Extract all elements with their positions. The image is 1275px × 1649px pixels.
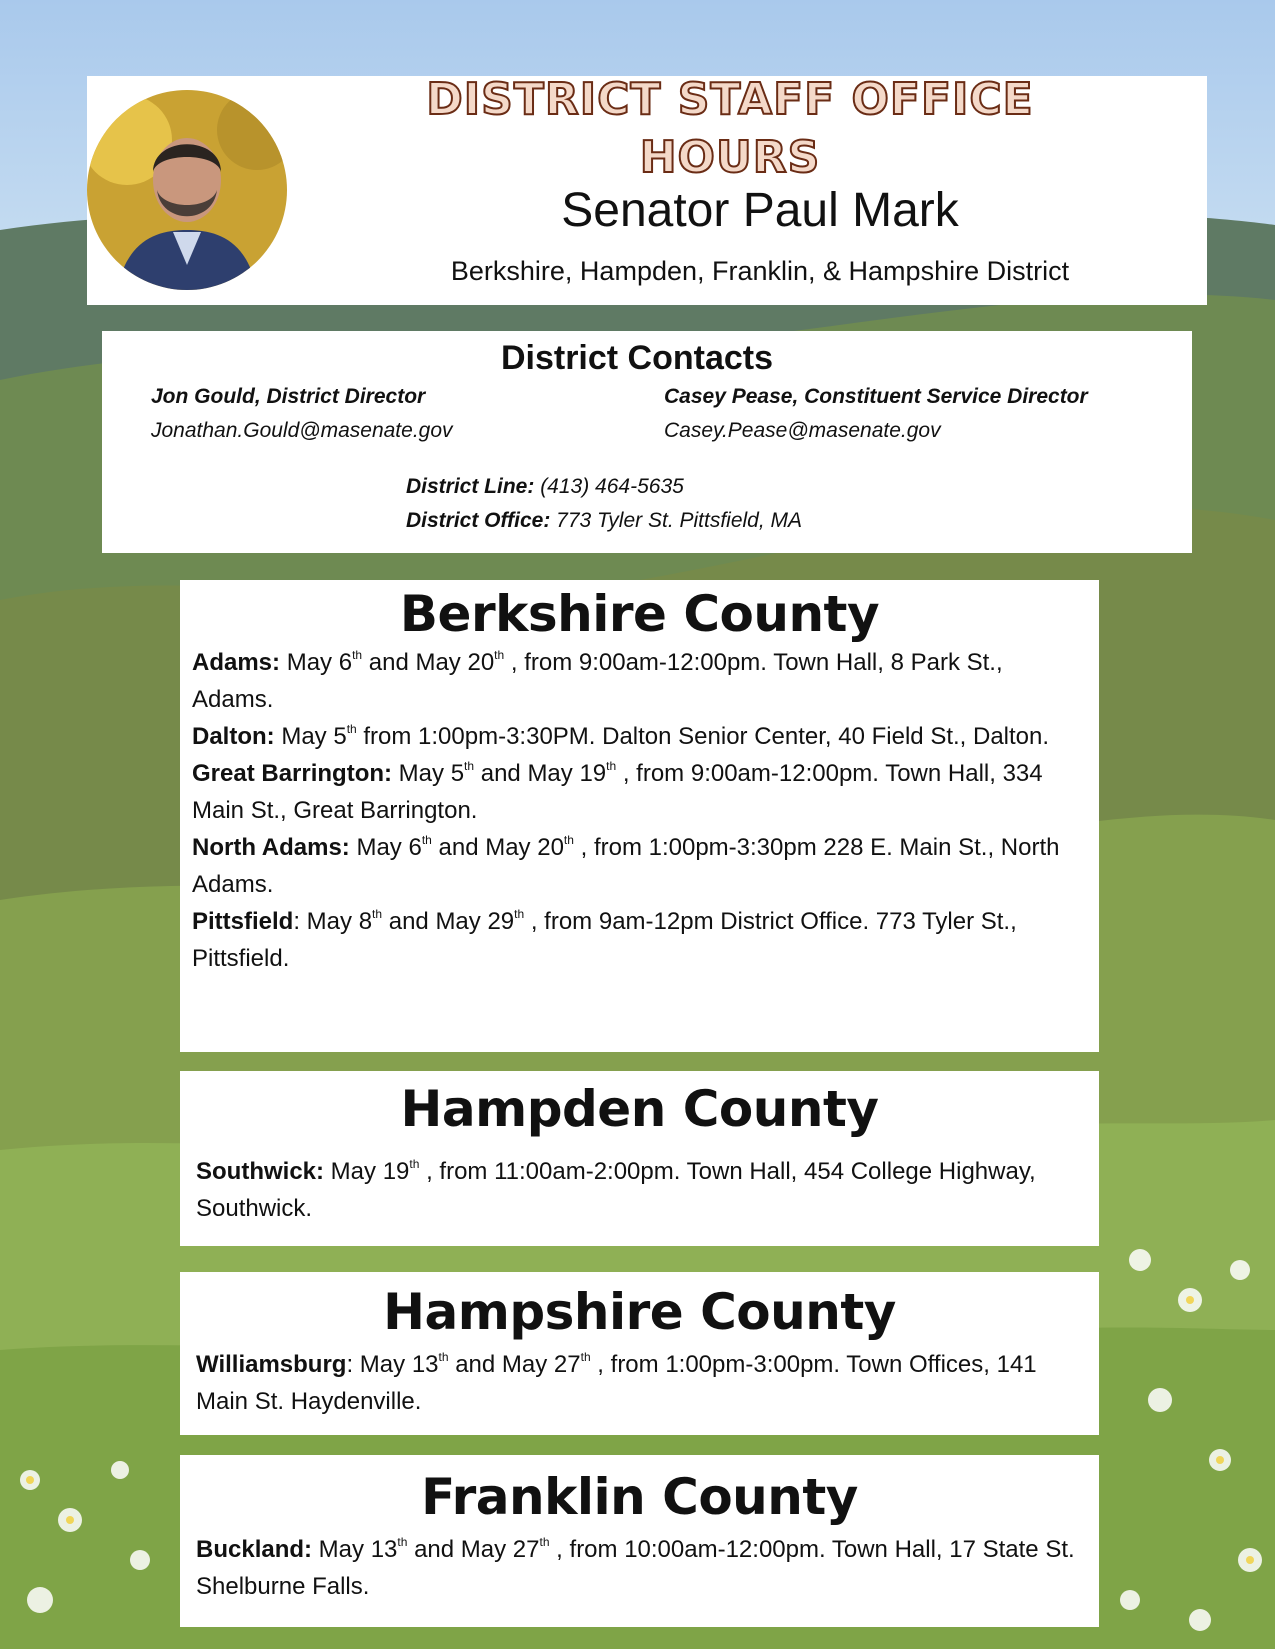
senator-name: Senator Paul Mark: [561, 184, 959, 237]
list-item: Buckland: May 13th and May 27th , from 10:00am-12:00pm. Town Hall, 17 State St. Shelburne Falls.: [196, 1535, 1075, 1600]
page-title: DISTRICT STAFF OFFICE: [426, 74, 1034, 125]
county-heading: Berkshire County: [399, 585, 880, 643]
berkshire-county-panel: [180, 580, 1099, 1052]
contacts-panel: [102, 331, 1192, 553]
franklin-county-panel: [180, 1455, 1099, 1627]
hampshire-county-panel: [180, 1272, 1099, 1435]
county-heading: Hampden County: [400, 1080, 879, 1138]
district-name: Berkshire, Hampden, Franklin, & Hampshire District: [450, 256, 1070, 286]
list-item: Adams: May 6th and May 20th , from 9:00am-12:00pm. Town Hall, 8 Park St., Adams.: [192, 648, 1003, 713]
contact-email-link[interactable]: Jonathan.Gould@masenate.gov: [151, 419, 453, 442]
contact-name: Jon Gould, District Director: [151, 385, 426, 408]
avatar: [87, 90, 287, 290]
district-line: District Line: (413) 464-5635: [406, 475, 684, 498]
contact-name: Casey Pease, Constituent Service Director: [664, 385, 1088, 408]
list-item: Pittsfield: May 8th and May 29th , from 9am-12pm District Office. 773 Tyler St., Pittsfield.: [192, 907, 1017, 972]
county-heading: Franklin County: [421, 1468, 858, 1526]
list-item: Great Barrington: May 5th and May 19th , from 9:00am-12:00pm. Town Hall, 334 Main St., Great Barrington.: [192, 759, 1043, 824]
page-title-continued: HOURS: [639, 132, 821, 183]
list-item: Williamsburg: May 13th and May 27th , from 1:00pm-3:00pm. Town Offices, 141 Main St. Haydenville.: [196, 1350, 1037, 1415]
senator-photo-icon: [87, 90, 287, 290]
contacts-heading: District Contacts: [500, 339, 774, 377]
county-heading: Hampshire County: [383, 1283, 896, 1341]
contact-email-link[interactable]: Casey.Pease@masenate.gov: [664, 419, 941, 442]
hampden-county-panel: [180, 1071, 1099, 1246]
list-item: North Adams: May 6th and May 20th , from 1:00pm-3:30pm 228 E. Main St., North Adams.: [192, 833, 1060, 898]
list-item: Southwick: May 19th , from 11:00am-2:00pm. Town Hall, 454 College Highway, Southwick.: [196, 1157, 1036, 1222]
list-item: Dalton: May 5th from 1:00pm-3:30PM. Dalton Senior Center, 40 Field St., Dalton.: [192, 722, 1050, 750]
district-office: District Office: 773 Tyler St. Pittsfield, MA: [406, 509, 803, 532]
